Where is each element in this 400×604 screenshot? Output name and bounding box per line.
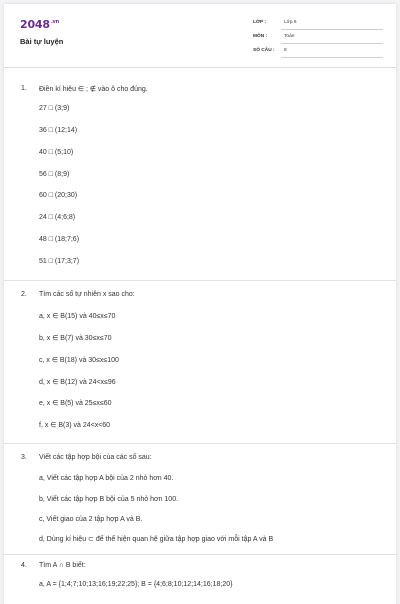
meta-subject-value: Toán bbox=[284, 34, 295, 39]
meta-subject-underline bbox=[281, 43, 383, 44]
question-separator bbox=[4, 280, 396, 281]
question-2-item: d, x ∈ B(12) và 24<x≤96 bbox=[39, 379, 116, 386]
question-1-item: 36 □ (12;14) bbox=[39, 127, 78, 134]
meta-count-value: 8 bbox=[284, 48, 287, 53]
question-1-text: Điền kí hiệu ∈ ; ∉ vào ô cho đúng. bbox=[39, 86, 148, 93]
question-4-text: Tìm A ∩ B biết: bbox=[39, 562, 86, 569]
question-2-number: 2. bbox=[21, 291, 27, 298]
question-4-number: 4. bbox=[21, 562, 27, 569]
question-2-item: b, x ∈ B(7) và 30≤x≤70 bbox=[39, 335, 112, 342]
question-3-item: a, Viết các tập hợp A bội của 2 nhỏ hơn 40. bbox=[39, 475, 174, 482]
question-separator bbox=[4, 554, 396, 555]
question-3-item: c, Viết giao của 2 tập hợp A và B. bbox=[39, 516, 143, 523]
meta-subject-row bbox=[253, 32, 383, 44]
question-2-text: Tìm các số tự nhiên x sao cho: bbox=[39, 291, 135, 298]
logo-text: 2048 bbox=[20, 18, 50, 31]
meta-count-row bbox=[253, 46, 383, 58]
question-1-item: 40 □ (5;10) bbox=[39, 149, 74, 156]
question-1-item: 24 □ (4;6;8) bbox=[39, 214, 76, 221]
meta-class-underline bbox=[281, 29, 383, 30]
page-title: Bài tự luyện bbox=[20, 37, 64, 46]
worksheet-header bbox=[4, 4, 396, 66]
meta-class-value: Lớp 6 bbox=[284, 20, 297, 25]
question-1-item: 51 □ (17;3;7) bbox=[39, 258, 80, 265]
question-2-item: e, x ∈ B(5) và 25≤x≤60 bbox=[39, 400, 112, 407]
question-1-item: 56 □ (8;9) bbox=[39, 171, 70, 178]
question-2-item: a, x ∈ B(15) và 40≤x≤70 bbox=[39, 313, 116, 320]
worksheet-page bbox=[4, 4, 396, 604]
question-3-number: 3. bbox=[21, 454, 27, 461]
question-3-item: d, Dùng kí hiệu ⊂ để thể hiện quan hệ giữa tập hợp giao với mỗi tập A và B bbox=[39, 536, 274, 543]
question-separator bbox=[4, 443, 396, 444]
question-4-item: a, A = {1;4;7;10;13;16;19;22;25}; B = {4;6;8;10;12;14;16;18;20} bbox=[39, 581, 233, 588]
meta-subject-label: MÔN : bbox=[253, 34, 268, 39]
meta-count-label: SỐ CÂU : bbox=[253, 48, 275, 53]
question-3-text: Viết các tập hợp bội của các số sau: bbox=[39, 454, 152, 461]
brand-logo[interactable] bbox=[20, 18, 59, 31]
question-2-item: f, x ∈ B(3) và 24<x<60 bbox=[39, 422, 111, 429]
question-1-number: 1. bbox=[21, 85, 27, 92]
question-3-item: b, Viết các tập hợp B bội của 5 nhỏ hơn 100. bbox=[39, 496, 179, 503]
meta-class-label: LỚP : bbox=[253, 20, 267, 25]
question-1-item: 60 □ (20;30) bbox=[39, 192, 78, 199]
logo-domain: .vn bbox=[50, 19, 59, 26]
header-divider bbox=[4, 67, 396, 68]
meta-class-row bbox=[253, 18, 383, 30]
question-1-item: 48 □ (18;7;6) bbox=[39, 236, 80, 243]
question-2-item: c, x ∈ B(18) và 30≤x≤100 bbox=[39, 357, 119, 364]
meta-count-underline bbox=[281, 57, 383, 58]
question-1-item: 27 □ (3;9) bbox=[39, 105, 70, 112]
